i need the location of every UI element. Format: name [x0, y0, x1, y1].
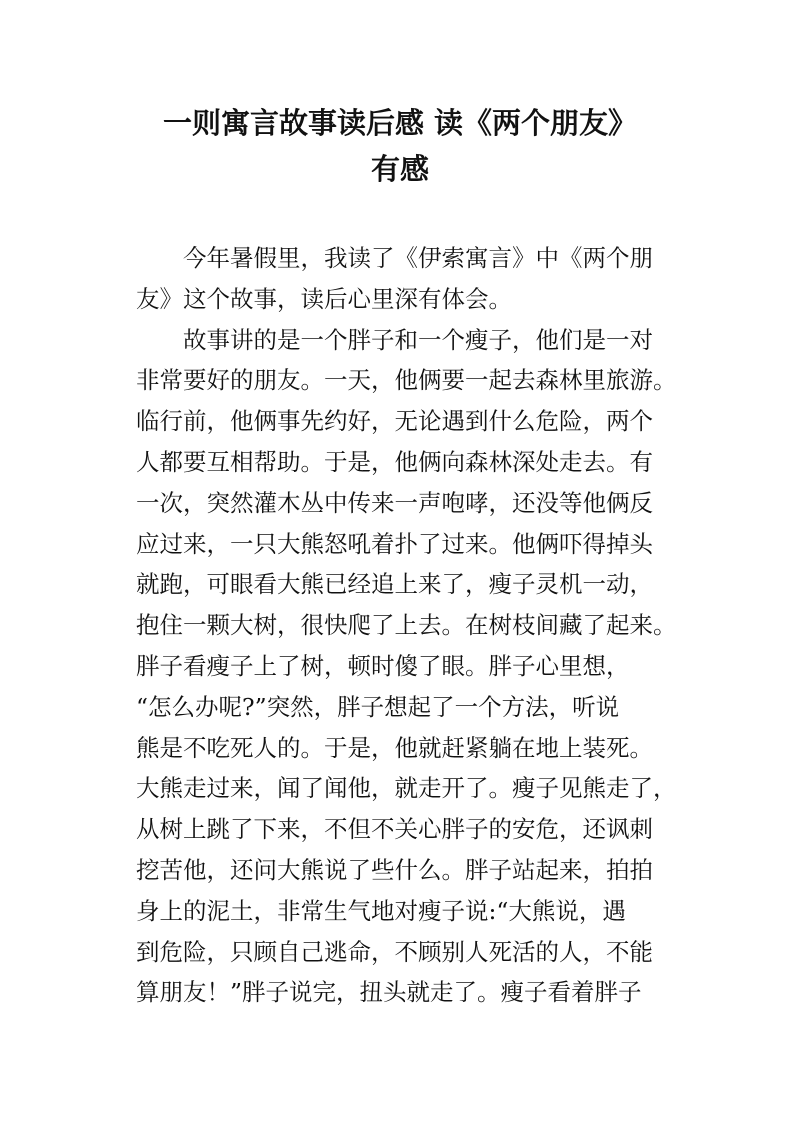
- paragraph-2-line-15: 身上的泥土，非常生气地对瘦子说:“大熊说，遇: [136, 896, 626, 925]
- paragraph-2-line-10: “怎么办呢?”突然，胖子想起了一个方法，听说: [136, 692, 620, 721]
- paragraph-2-line-16: 到危险，只顾自己逃命，不顾别人死活的人，不能: [136, 937, 653, 966]
- document-body: [136, 238, 676, 1013]
- document-title: [0, 100, 800, 192]
- title-line-1: 一则寓言故事读后感 读《两个朋友》: [162, 106, 638, 140]
- paragraph-2-line-11: 熊是不吃死人的。于是，他就赶紧躺在地上装死。: [136, 733, 653, 762]
- paragraph-2-line-13: 从树上跳了下来，不但不关心胖子的安危，还讽刺: [136, 815, 653, 844]
- paragraph-1-line-2: 友》这个故事，读后心里深有体会。: [136, 284, 512, 313]
- paragraph-2-line-2: 非常要好的朋友。一天，他俩要一起去森林里旅游。: [136, 366, 677, 395]
- paragraph-2-line-5: 一次，突然灌木丛中传来一声咆哮，还没等他俩反: [136, 488, 653, 517]
- paragraph-2-line-8: 抱住一颗大树，很快爬了上去。在树枝间藏了起来。: [136, 611, 677, 640]
- paragraph-2-line-14: 挖苦他，还问大熊说了些什么。胖子站起来，拍拍: [136, 855, 653, 884]
- paragraph-2-line-12: 大熊走过来，闻了闻他，就走开了。瘦子见熊走了，: [136, 774, 677, 803]
- paragraph-1-line-1: 今年暑假里，我读了《伊索寓言》中《两个朋: [183, 244, 653, 272]
- paragraph-2-line-6: 应过来，一只大熊怒吼着扑了过来。他俩吓得掉头: [136, 529, 653, 558]
- paragraph-2-line-3: 临行前，他俩事先约好，无论遇到什么危险，两个: [136, 407, 653, 436]
- paragraph-2-line-9: 胖子看瘦子上了树，顿时傻了眼。胖子心里想，: [136, 651, 630, 680]
- paragraph-2-line-17: 算朋友！”胖子说完，扭头就走了。瘦子看着胖子: [136, 978, 642, 1007]
- paragraph-2-line-7: 就跑，可眼看大熊已经追上来了，瘦子灵机一动，: [136, 570, 653, 599]
- paragraph-2-line-1: 故事讲的是一个胖子和一个瘦子，他们是一对: [183, 325, 653, 354]
- title-line-2: 有感: [370, 152, 429, 186]
- paragraph-2-line-4: 人都要互相帮助。于是，他俩向森林深处走去。有: [136, 447, 653, 476]
